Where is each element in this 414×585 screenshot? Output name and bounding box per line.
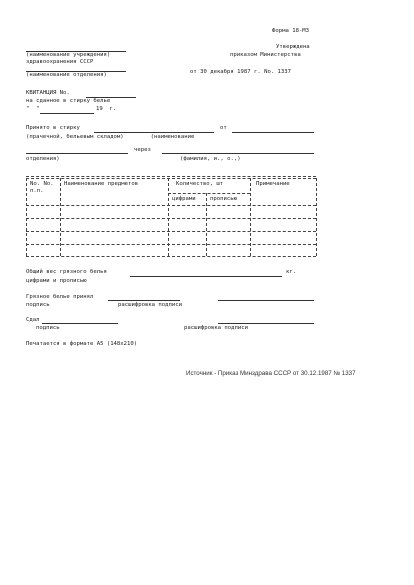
- receipt-subtitle: на сданное в стирку белье: [26, 98, 111, 104]
- total-weight-caption: цифрами и прописью: [26, 278, 87, 284]
- source-note: Источник - Приказ Минздрава СССР от 30.12.1987 № 1337: [186, 370, 356, 377]
- accepted-from: от: [220, 125, 227, 131]
- table-row-divider: [26, 218, 316, 219]
- approved-title: Утверждена: [276, 44, 310, 50]
- accepted-department: отделения): [26, 156, 60, 162]
- accepted-from-line: [232, 132, 314, 133]
- receipt-date-line: [40, 113, 94, 114]
- institution-caption: (наименование учреждения): [26, 52, 111, 58]
- table-row-divider: [26, 231, 316, 232]
- total-weight-unit: кг.: [286, 269, 297, 275]
- receipt-year: 19 г.: [96, 106, 117, 112]
- print-format-note: Печатается в формате А5 (148х210): [26, 341, 138, 347]
- handed-signature-line: [42, 323, 118, 324]
- dirty-accepted-lead: Грязное белье принял: [26, 294, 94, 300]
- accepted-captions: (прачечной, бельевым складом) (наименование: [26, 134, 195, 140]
- approved-date: от 30 декабря 1987 г. No. 1337: [190, 69, 292, 75]
- col-no-header: No. No.: [30, 181, 54, 187]
- handed-transcript-line: [218, 323, 314, 324]
- ministry-line-left: здравоохранения СССР: [26, 59, 94, 65]
- receipt-title: КВИТАНЦИЯ No.: [26, 90, 70, 96]
- table-row-divider: [26, 205, 316, 206]
- handed-lead: Сдал: [26, 317, 40, 323]
- through-line: [162, 153, 314, 154]
- handed-transcript-caption: расшифровка подписи: [184, 325, 248, 331]
- dirty-accepted-transcript-line: [218, 300, 314, 301]
- col-qty-words-header: прописью: [210, 196, 237, 202]
- department-fill-line: [26, 153, 128, 154]
- total-weight-lead: Общий вес грязного белья: [26, 269, 107, 275]
- col-no-header-2: п.п.: [30, 188, 44, 194]
- table-row-divider: [26, 244, 316, 245]
- dirty-accepted-transcript-caption: расшифровка подписи: [118, 302, 182, 308]
- approved-ministry: приказом Министерства: [230, 52, 301, 58]
- col-qty-num-header: цифрами: [172, 196, 196, 202]
- table-row-divider: [26, 256, 316, 257]
- accepted-person-caption: (фамилия, и., о.,): [180, 156, 241, 162]
- accepted-line: [94, 132, 214, 133]
- form-code: Форма 18-МЗ: [272, 28, 310, 34]
- col-note-header: Примечание: [256, 181, 290, 187]
- receipt-date-quote: " ": [26, 106, 40, 112]
- department-caption: (наименование отделения): [26, 72, 107, 78]
- accepted-through: через: [134, 147, 151, 153]
- dirty-accepted-signature-line: [108, 300, 180, 301]
- col-name-header: Наименование предметов: [64, 181, 139, 187]
- col-qty-header: Количество, шт: [176, 181, 224, 187]
- total-weight-line: [130, 276, 282, 277]
- dirty-accepted-signature-caption: подпись: [26, 302, 50, 308]
- handed-signature-caption: подпись: [36, 325, 60, 331]
- accepted-lead: Принято в стирку: [26, 125, 80, 131]
